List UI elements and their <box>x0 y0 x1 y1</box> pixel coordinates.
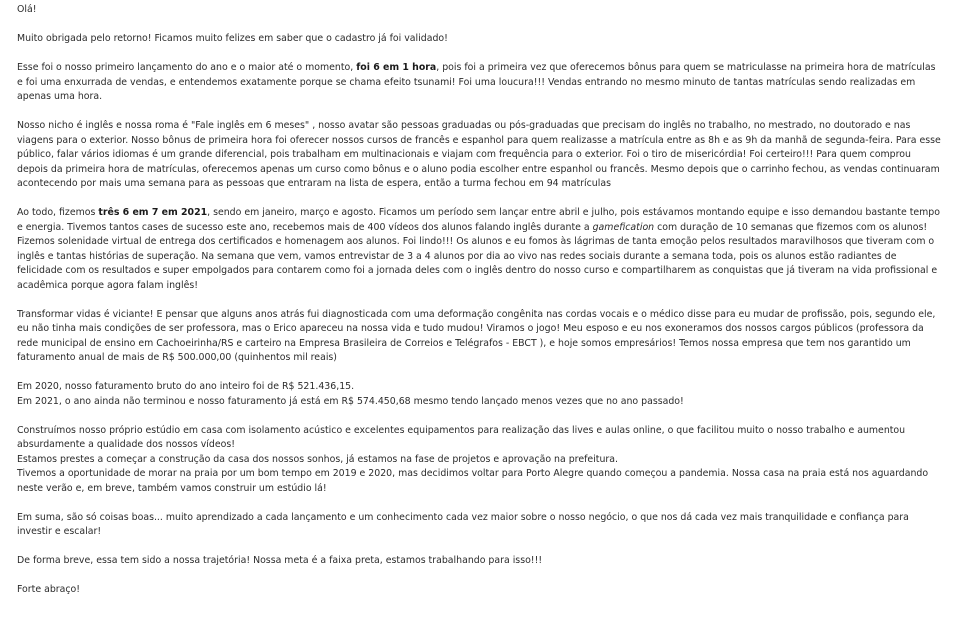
email-body <box>17 3 942 612</box>
studio-paragraph: Construímos nosso próprio estúdio em casa com isolamento acústico e excelentes equipamentos para realização das lives e aulas online, o que facilitou muito o nosso trabalho e aumentou absurdamente a qualidade dos nossos vídeos! <box>17 424 906 450</box>
launch-text-2: , pois foi a primeira vez que oferecemos bônus para quem se matriculasse na primeira hora de matrículas e foi uma enxurrada de vendas, e entendemos exatamente porque se chama efeito tsunami! Foi uma loucura!!! Vendas entrando no mesmo minuto de tantas matrículas sendo realizadas em apenas uma hora. <box>17 62 936 102</box>
launch-paragraph <box>17 61 942 105</box>
year-text-1: Ao todo, fizemos <box>17 207 99 218</box>
transform-paragraph: Transformar vidas é viciante! E pensar que alguns anos atrás fui diagnosticada com uma deformação congênita nas cordas vocais e o médico disse para eu mudar de profissão, pois, segundo ele, eu não tinha mais condições de ser professora, mas o Erico apareceu na nossa vida e tudo mudou! Viramos o jogo! Meu esposo e eu nos exoneramos dos nossos cargos públicos (professora da rede municipal de ensino em Cachoeirinha/RS e carteiro na Empresa Brasileira de Correios e Telégrafos - EBCT ), e hoje somos empresários! Temos nossa empresa que tem nos garantido um faturamento anual de mais de R$ 500.000,00 (quinhentos mil reais) <box>17 308 936 363</box>
niche-paragraph: Nosso nicho é inglês e nossa roma é "Fale inglês em 6 meses" , nosso avatar são pessoas graduadas ou pós-graduadas que precisam do inglês no trabalho, no mestrado, no doutorado e nas viagens para o exterior. Nosso bônus de primeira hora foi oferecer nossos cursos de francês e espanhol para quem realizasse a matrícula entre as 8h e as 9h da manhã de segunda-feira. Para esse público, falar vários idiomas é um grande diferencial, pois trabalham em multinacionais e viajam com frequência para o exterior. Foi o tiro de misericórdia! Foi certeiro!!! Para quem comprou depois da primeira hora de matrículas, oferecemos apenas um curso como bônus e o aluno podia escolher entre espanhol ou francês. Mesmo depois que o carrinho fechou, as vendas continuaram acontecendo por mais uma semana para as pessoas que entraram na lista de espera, então a turma fechou em 94 matrículas <box>17 120 941 189</box>
year-summary-paragraph <box>17 206 942 293</box>
goal-paragraph: De forma breve, essa tem sido a nossa trajetória! Nossa meta é a faixa preta, estamos trabalhando para isso!!! <box>17 555 543 566</box>
greeting: Olá! <box>17 4 37 15</box>
beach-paragraph: Tivemos a oportunidade de morar na praia por um bom tempo em 2019 e 2020, mas decidimos voltar para Porto Alegre quando começou a pandemia. Nossa casa na praia está nos aguardando neste verão e, em breve, também vamos construir um estúdio lá! <box>17 468 929 494</box>
revenue-2020: Em 2020, nosso faturamento bruto do ano inteiro foi de R$ 521.436,15. <box>17 381 355 392</box>
house-paragraph: Estamos prestes a começar a construção da casa dos nossos sonhos, já estamos na fase de projetos e aprovação na prefeitura. <box>17 453 618 465</box>
gamefication-term: gamefication <box>592 221 655 233</box>
year-highlight: três 6 em 7 em 2021 <box>98 207 208 218</box>
thanks-paragraph: Muito obrigada pelo retorno! Ficamos muito felizes em saber que o cadastro já foi validado! <box>17 33 448 44</box>
year-text-3: com duração de 10 semanas que fizemos com os alunos! Fizemos solenidade virtual de entrega dos certificados e homenagem aos alunos. Foi lindo!!! Os alunos e eu fomos às lágrimas de tanta emoção pelos resultados maravilhosos que tiveram com o inglês e tantas histórias de superação. Na semana que vem, vamos entrevistar de 3 a 4 alunos por dia ao vivo nas redes sociais durante a semana toda, pois os alunos estão radiantes de felicidade com os resultados e super empolgados para contarem como foi a jornada deles com o inglês dentro do nosso curso e compartilharem as conquistas que já tiveram na vida profissional e acadêmica porque agora falam inglês! <box>17 221 938 291</box>
year-text-2: , sendo em janeiro, março e agosto. Ficamos um período sem lançar entre abril e julho, pois estávamos montando equipe e isso demandou bastante tempo e energia. Tivemos tantos cases de sucesso este ano, recebemos mais de 400 vídeos dos alunos falando inglês durante a <box>17 207 940 233</box>
revenue-2021: Em 2021, o ano ainda não terminou e nosso faturamento já está em R$ 574.450,68 mesmo tendo lançado menos vezes que no ano passado! <box>17 395 684 407</box>
launch-highlight: foi 6 em 1 hora <box>356 62 437 73</box>
summary-paragraph: Em suma, são só coisas boas... muito aprendizado a cada lançamento e um conhecimento cada vez maior sobre o nosso negócio, o que nos dá cada vez mais tranquilidade e confiança para investir e escalar! <box>17 511 909 537</box>
launch-text-1: Esse foi o nosso primeiro lançamento do ano e o maior até o momento, <box>17 62 357 73</box>
signoff: Forte abraço! <box>17 584 81 595</box>
